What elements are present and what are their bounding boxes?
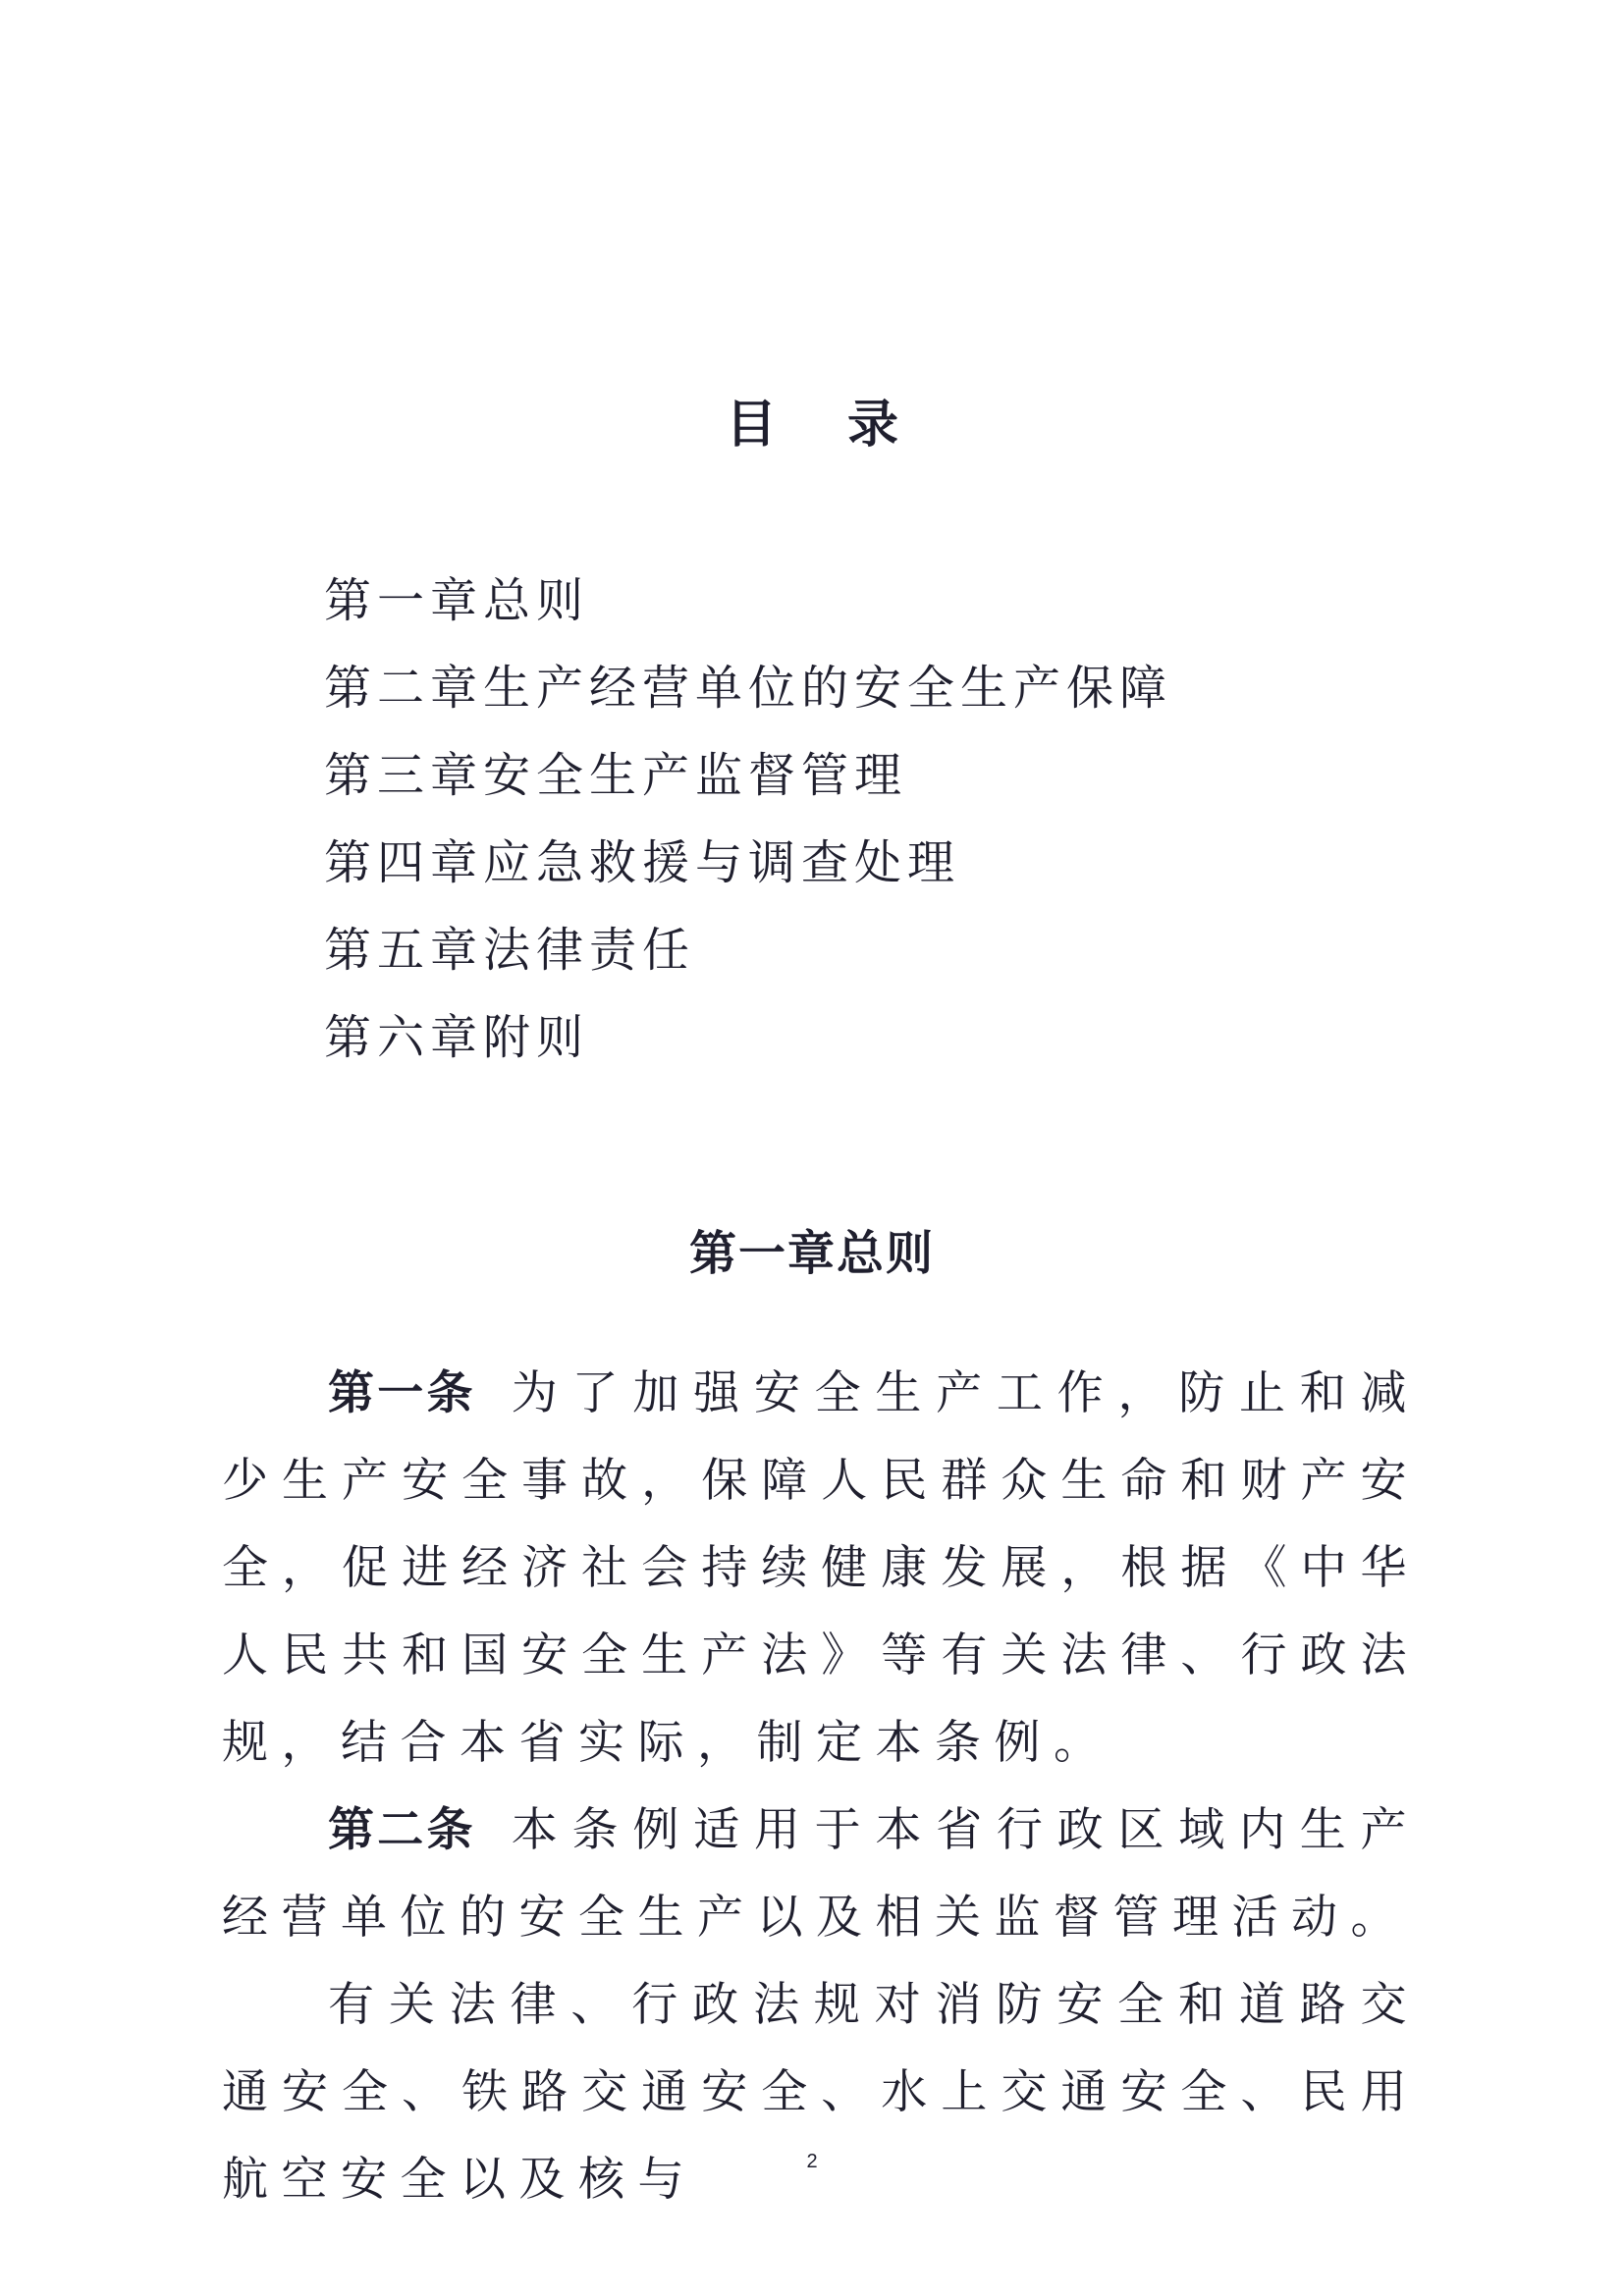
- article-2-text: 本条例适用于本省行政区域内生产经营单位的安全生产以及相关监督管理活动。: [222, 1803, 1421, 1945]
- article-2: [222, 1787, 1420, 1961]
- page-number: 2: [806, 2151, 818, 2172]
- article-2-label: 第二条: [328, 1803, 476, 1857]
- article-1-text: 为了加强安全生产工作，防止和减少生产安全事故，保障人民群众生命和财产安全，促进经济社会持续健康发展，根据《中华人民共和国安全生产法》等有关法律、行政法规，结合本省实际，制定本条例。: [222, 1366, 1421, 1770]
- body-text: [222, 1350, 1420, 2223]
- toc-title: 目录: [725, 396, 969, 454]
- table-of-contents: [324, 558, 1172, 1082]
- toc-item-chapter-4: 第四章应急救援与调查处理: [324, 835, 961, 890]
- article-1-label: 第一条: [328, 1366, 476, 1420]
- chapter-heading: 第一章总则: [688, 1226, 935, 1281]
- toc-item-chapter-2: 第二章生产经营单位的安全生产保障: [324, 661, 1173, 716]
- toc-item-chapter-1: 第一章总则: [324, 573, 590, 628]
- article-2-paragraph-2: 有关法律、行政法规对消防安全和道路交通安全、铁路交通安全、水上交通安全、民用航空安全以及核与: [222, 1978, 1420, 2207]
- toc-item-chapter-5: 第五章法律责任: [324, 923, 696, 978]
- toc-item-chapter-6: 第六章附则: [324, 1010, 590, 1065]
- toc-item-chapter-3: 第三章安全生产监督管理: [324, 748, 908, 803]
- article-1: [222, 1350, 1420, 1787]
